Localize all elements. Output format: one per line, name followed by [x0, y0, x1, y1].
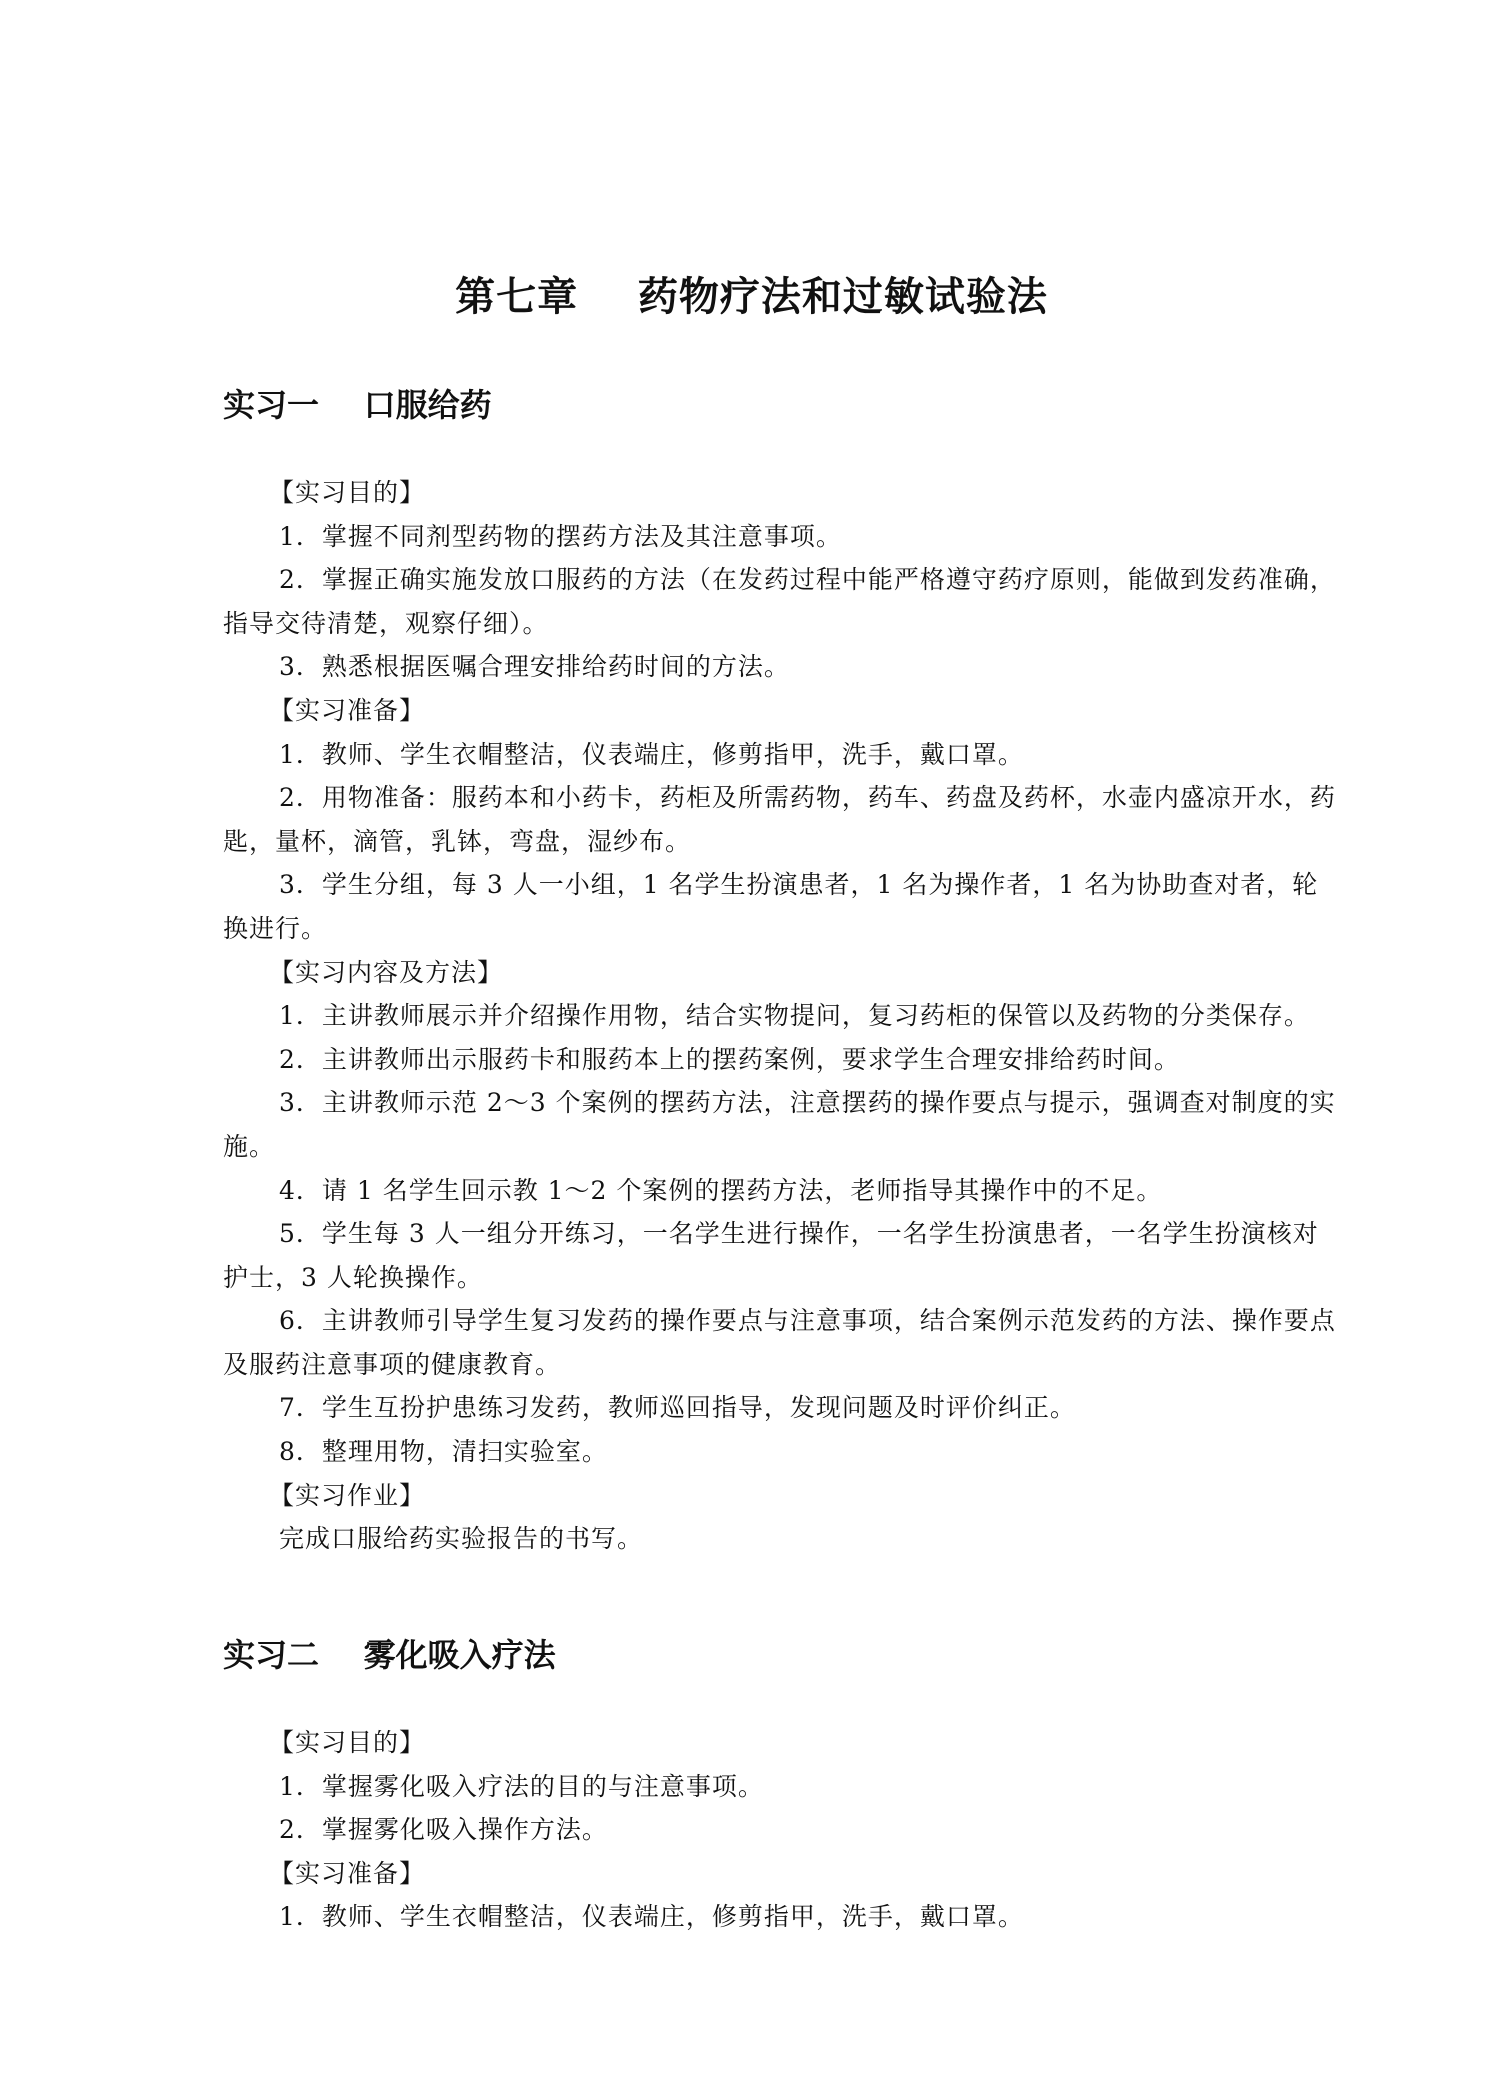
subsection-heading: 【实习作业】	[269, 1480, 426, 1510]
paragraph: 完成口服给药实验报告的书写。	[279, 1524, 644, 1554]
section-body-2	[223, 1721, 1340, 1939]
subsection-heading: 【实习准备】	[269, 695, 426, 725]
paragraph: 3．主讲教师示范 2～3 个案例的摆药方法，注意摆药的操作要点与提示，强调查对制度的实施。	[223, 1088, 1336, 1161]
paragraph: 1．掌握雾化吸入疗法的目的与注意事项。	[279, 1771, 764, 1801]
section-body-1	[223, 471, 1340, 1561]
subsection-heading: 【实习目的】	[269, 1728, 426, 1757]
subsection-heading: 【实习准备】	[269, 1858, 426, 1888]
paragraph: 8．整理用物，清扫实验室。	[279, 1437, 608, 1467]
paragraph: 1．掌握不同剂型药物的摆药方法及其注意事项。	[279, 521, 842, 551]
paragraph: 3．学生分组，每 3 人一小组，1 名学生扮演患者，1 名为操作者，1 名为协助查对者，轮换进行。	[223, 870, 1319, 943]
paragraph: 5．学生每 3 人一组分开练习，一名学生进行操作，一名学生扮演患者，一名学生扮演核对护士，3 人轮换操作。	[223, 1219, 1319, 1292]
paragraph: 4．请 1 名学生回示教 1～2 个案例的摆药方法，老师指导其操作中的不足。	[279, 1175, 1163, 1205]
paragraph: 2．掌握正确实施发放口服药的方法（在发药过程中能严格遵守药疗原则，能做到发药准确，指导交待清楚，观察仔细）。	[223, 565, 1336, 638]
section-title-2: 实习二 雾化吸入疗法	[223, 1636, 556, 1674]
paragraph: 2．主讲教师出示服药卡和服药本上的摆药案例，要求学生合理安排给药时间。	[279, 1044, 1180, 1074]
paragraph: 2．用物准备：服药本和小药卡，药柜及所需药物，药车、药盘及药杯，水壶内盛凉开水，药匙，量杯，滴管，乳钵，弯盘，湿纱布。	[223, 783, 1336, 856]
paragraph: 1．教师、学生衣帽整洁，仪表端庄，修剪指甲，洗手，戴口罩。	[279, 1902, 1024, 1932]
subsection-heading: 【实习内容及方法】	[269, 957, 504, 987]
paragraph: 2．掌握雾化吸入操作方法。	[279, 1815, 608, 1845]
section-title-1: 实习一 口服给药	[223, 386, 492, 424]
subsection-heading: 【实习目的】	[269, 478, 426, 507]
paragraph: 1．教师、学生衣帽整洁，仪表端庄，修剪指甲，洗手，戴口罩。	[279, 739, 1024, 769]
paragraph: 1．主讲教师展示并介绍操作用物，结合实物提问，复习药柜的保管以及药物的分类保存。	[279, 1001, 1310, 1031]
paragraph: 7．学生互扮护患练习发药，教师巡回指导，发现问题及时评价纠正。	[279, 1393, 1076, 1423]
chapter-title: 第七章 药物疗法和过敏试验法	[455, 274, 1048, 320]
paragraph: 6．主讲教师引导学生复习发药的操作要点与注意事项，结合案例示范发药的方法、操作要点及服药注意事项的健康教育。	[223, 1306, 1336, 1379]
paragraph: 3．熟悉根据医嘱合理安排给药时间的方法。	[279, 652, 790, 682]
